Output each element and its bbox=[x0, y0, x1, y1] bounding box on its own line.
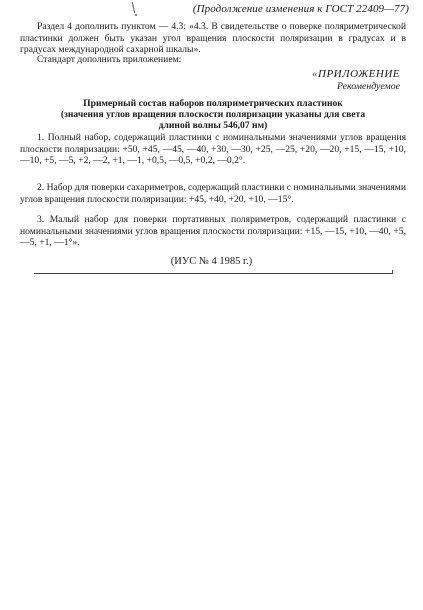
izv-reference: (ИУС № 4 1985 г.) bbox=[170, 256, 253, 267]
appendix-title-line: Примерный состав наборов поляриметрических пластинок bbox=[83, 98, 343, 109]
appendix-status: Рекомендуемое bbox=[337, 81, 400, 92]
list-item-text: 2. Набор для поверки сахариметров, содержащий пластинки с номинальными значениями углов вращения плоскости поляризации: +45, +40, +20, +10, —15°. bbox=[20, 182, 406, 205]
scan-mark bbox=[132, 2, 135, 13]
intro-paragraph-text: Раздел 4 дополнить пунктом — 4.3: «4.3. В свидетельстве о поверке поляриметрической пластинки должен быть указан угол вращения плоскости поляризации в градусах и в градусах международной сахарной шкалы». bbox=[20, 21, 406, 55]
appendix-title bbox=[20, 98, 406, 131]
intro-paragraph-section-4 bbox=[20, 21, 406, 56]
appendix-title-line: (значения углов вращения плоскости поляризации указаны для света bbox=[60, 109, 366, 120]
divider-rule-end bbox=[392, 270, 393, 274]
list-item-text: 1. Полный набор, содержащий пластинки с номинальными значениями углов вращения плоскости поляризации: +50, +45, —45, —40, +30, —30, +25, —25, +20, —20, +15, —15, +10, —10, +5, —5, +2, —2, +1, —1, +0,5, —0,5, +0,2, —0,2°. bbox=[20, 132, 406, 166]
list-item-saccharimeter-set bbox=[20, 182, 406, 205]
list-item-text: 3. Малый набор для поверки портативных поляриметров, содержащий пластинки с номинальными значениями углов вращения плоскости поляризации: +15, —15, +10, —40, +5, —5, +1, —1°». bbox=[20, 214, 406, 248]
list-item-small-set bbox=[20, 214, 406, 249]
list-item-full-set bbox=[20, 132, 406, 167]
scan-dot bbox=[135, 14, 137, 16]
appendix-label: «ПРИЛОЖЕНИЕ bbox=[312, 68, 400, 80]
divider-rule bbox=[34, 273, 392, 274]
continuation-header: (Продолжение изменения к ГОСТ 22409—77) bbox=[192, 3, 409, 15]
appendix-label-block bbox=[312, 68, 400, 93]
intro-paragraph-text: Стандарт дополнить приложением: bbox=[37, 54, 182, 65]
intro-paragraph-appendix bbox=[20, 54, 406, 66]
appendix-title-line: длиной волны 546,07 нм) bbox=[158, 120, 268, 131]
